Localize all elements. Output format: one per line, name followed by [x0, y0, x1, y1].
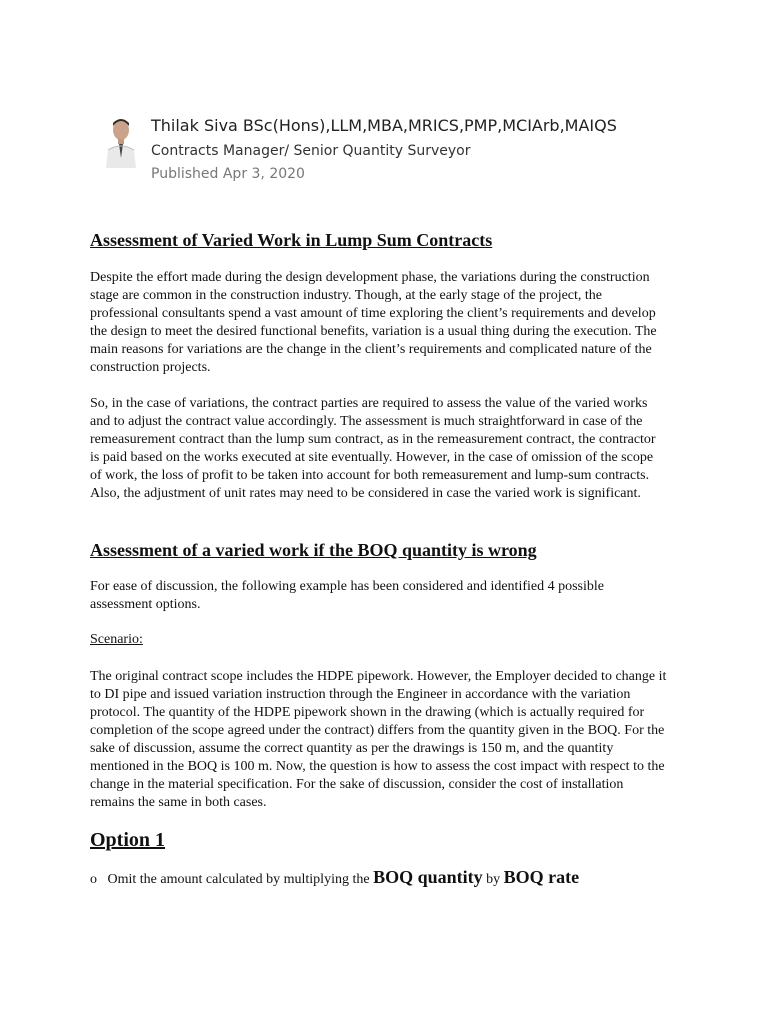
- author-avatar[interactable]: [100, 114, 142, 168]
- bullet-bold-boq-quantity: BOQ quantity: [373, 867, 483, 887]
- scenario-label: Scenario:: [90, 632, 143, 647]
- author-name[interactable]: Thilak Siva BSc(Hons),LLM,MBA,MRICS,PMP,MCIArb,MAIQS: [151, 116, 617, 135]
- bullet-marker: o: [90, 872, 97, 887]
- bullet-bold-boq-rate: BOQ rate: [503, 867, 580, 887]
- section-heading-boq: Assessment of a varied work if the BOQ quantity is wrong: [90, 540, 537, 560]
- bullet-text-1: Omit the amount calculated by multiplying the: [107, 872, 370, 887]
- bullet-text-2: by: [486, 872, 501, 887]
- author-header: [100, 112, 660, 192]
- paragraph-example: For ease of discussion, the following example has been considered and identified 4 possible assessment options.: [90, 579, 604, 612]
- option-1-heading: Option 1: [90, 829, 166, 851]
- option-1-bullet: [90, 867, 579, 888]
- paragraph-assessment: So, in the case of variations, the contract parties are required to assess the value of the varied works and to adjust the contract value accordingly. The assessment is much straightforward in case of the remeasurement contract than the lump sum contract, as in the remeasurement contract, the contractor is paid based on the works executed at site eventually. However, in the case of omission of the scope of work, the loss of profit to be taken into account for both remeasurement and lump-sum contracts. Also, the adjustment of unit rates may need to be considered in case the varied work is significant.: [90, 396, 656, 501]
- author-role: Contracts Manager/ Senior Quantity Surveyor: [151, 143, 471, 159]
- article-title: Assessment of Varied Work in Lump Sum Contracts: [90, 230, 493, 250]
- paragraph-scenario: The original contract scope includes the HDPE pipework. However, the Employer decided to change it to DI pipe and issued variation instruction through the Engineer in accordance with the variation protocol. The quantity of the HDPE pipework shown in the drawing (which is actually required for completion of the scope agreed under the contract) differs from the quantity given in the BOQ. For the sake of discussion, assume the correct quantity as per the drawings is 150 m, and the quantity mentioned in the BOQ is 100 m. Now, the question is how to assess the cost impact with respect to the change in the material specification. For the sake of discussion, consider the cost of installation remains the same in both cases.: [90, 669, 667, 810]
- published-date: Published Apr 3, 2020: [151, 166, 305, 182]
- paragraph-intro: Despite the effort made during the design development phase, the variations during the construction stage are common in the construction industry. Though, at the early stage of the project, the professional consultants spend a vast amount of time exploring the client’s requirements and develop the design to meet the desired functional benefits, variation is a usual thing during the execution. The main reasons for variations are the change in the client’s requirements and complicated nature of the construction projects.: [90, 270, 657, 375]
